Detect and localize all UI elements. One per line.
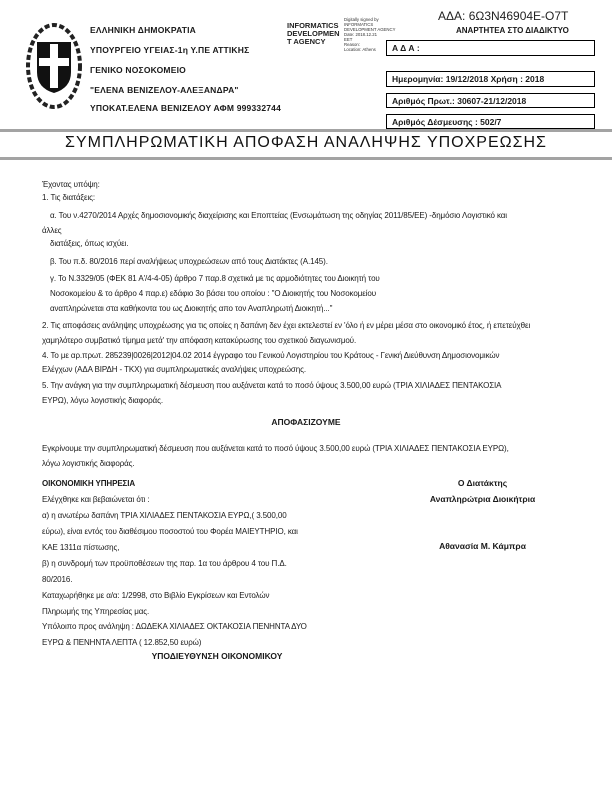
- finance-line: ΕΥΡΩ & ΠΕΝΗΝΤΑ ΛΕΠΤΑ ( 12.852,50 ευρώ): [42, 638, 202, 647]
- considering-line: διατάξεις, όπως ισχύει.: [50, 239, 129, 248]
- signatory-role: Αναπληρώτρια Διοικήτρια: [429, 494, 536, 504]
- national-emblem-icon: [24, 16, 84, 119]
- issuer-line: ΥΠΟΚΑΤ.ΕΛΕΝΑ ΒΕΝΙΖΕΛΟΥ ΑΦΜ 999332744: [90, 103, 282, 113]
- issuer-line: ΥΠΟΥΡΓΕΙΟ ΥΓΕΙΑΣ-1η Υ.ΠΕ ΑΤΤΙΚΗΣ: [90, 45, 250, 55]
- considering-line: αναπληρώνεται στα καθήκοντα του ως Διοικητής απο τον Αναπληρωτή Διοικητή...": [50, 304, 333, 313]
- protocol-box: Αριθμός Πρωτ.: 30607-21/12/2018: [386, 93, 595, 108]
- considering-line: γ. Το Ν.3329/05 (ΦΕΚ 81 Α'/4-4-05) άρθρο 7 παρ.8 σχετικά με τις αρμοδιότητες του Διοικητή του: [50, 274, 380, 283]
- publish-note: ΑΝΑΡΤΗΤΕΑ ΣΤΟ ΔΙΑΔΙΚΤΥΟ: [456, 26, 569, 35]
- finance-line: Ελέγχθηκε και βεβαιώνεται ότι :: [42, 495, 150, 504]
- finance-line: ΚΑΕ 1311α πίστωσης,: [42, 543, 120, 552]
- considering-line: Νοσοκομείου & το άρθρο 4 παρ.ε) εδάφιο 3ο βάσει του οποίου : "Ο Διοικητής του Νοσοκομείου: [50, 289, 376, 298]
- signature-stamp-detail: EET: [344, 37, 353, 42]
- signature-stamp-detail: Reason:: [344, 42, 361, 47]
- issuer-line: "ΕΛΕΝΑ ΒΕΝΙΖΕΛΟΥ-ΑΛΕΞΑΝΔΡΑ": [90, 85, 239, 95]
- finance-line: εύρω), είναι εντός του διαθέσιμου ποσοστού του Φορέα ΜΑΙΕΥΤΗΡΙΟ, και: [42, 527, 298, 536]
- divider: [0, 129, 612, 132]
- finance-line: 80/2016.: [42, 575, 73, 584]
- issuer-line: ΕΛΛΗΝΙΚΗ ΔΗΜΟΚΡΑΤΙΑ: [90, 25, 197, 35]
- considering-line: Ελέγχων (ΑΔΑ ΒΙΡΔΗ - ΤΚΧ) για συμπληρωματικές αναλήψεις υποχρεώσης.: [42, 365, 306, 374]
- finance-heading: ΟΙΚΟΝΟΜΙΚΗ ΥΠΗΡΕΣΙΑ: [42, 479, 136, 488]
- signatory-role: Ο Διατάκτης: [457, 478, 508, 488]
- decision-heading: ΑΠΟΦΑΣΙΖΟΥΜΕ: [271, 417, 341, 427]
- decision-line: Εγκρίνουμε την συμπληρωματική δέσμευση που αυξάνεται κατά το ποσό ύψους 3.500,00 ευρώ (ΤΡΙΑ ΧΙΛΙΑΔΕΣ ΠΕΝΤΑΚΟΣΙΑ ΕΥΡΩ),: [42, 444, 509, 453]
- signature-stamp-detail: Location: Athens: [344, 47, 376, 52]
- considering-line: 1. Τις διατάξεις:: [42, 193, 96, 202]
- considering-line: 5. Την ανάγκη για την συμπληρωματική δέσμευση που αυξάνεται κατά το ποσό ύψους 3.500,00 ευρώ (ΤΡΙΑ ΧΙΛΙΑΔΕΣ ΠΕΝΤΑΚΟΣΙΑ: [42, 381, 502, 390]
- considering-line: 4. Το με αρ.πρωτ. 285239|0026|2012|04.02 2014 έγγραφο του Γενικού Λογιστηρίου του Κράτους - Γενική Διεύθυνση Δημοσιονομικών: [42, 351, 500, 360]
- decision-line: λόγω λογιστικής διαφοράς.: [42, 459, 135, 468]
- page-title: ΣΥΜΠΛΗΡΩΜΑΤΙΚΗ ΑΠΟΦΑΣΗ ΑΝΑΛΗΨΗΣ ΥΠΟΧΡΕΩΣΗΣ: [65, 134, 547, 151]
- considering-line: 2. Τις αποφάσεις ανάληψης υποχρέωσης για τις οποίες η δαπάνη δεν έχει εκτελεστεί εν 'όλο ή εν μέρει μέσα στο οικονομικό έτος, ή επετεύχθει: [42, 321, 531, 330]
- finance-line: Πληρωμής της Υπηρεσίας μας.: [42, 607, 150, 616]
- divider: [0, 157, 612, 160]
- ada-box: Α Δ Α :: [386, 40, 595, 56]
- signature-stamp-detail: DEVELOPMENT AGENCY: [344, 27, 396, 32]
- considering-line: Έχοντας υπόψη:: [42, 180, 100, 189]
- date-box: Ημερομηνία: 19/12/2018 Χρήση : 2018: [386, 71, 595, 87]
- considering-line: β. Του π.δ. 80/2016 περί αναλήψεως υποχρεώσεων από τους Διατάκτες (Α.145).: [50, 257, 328, 266]
- finance-line: Καταχωρήθηκε με α/α: 1/2998, στο Βιβλίο Εγκρίσεων και Εντολών: [42, 591, 270, 600]
- signature-stamp-name: T AGENCY: [287, 37, 326, 46]
- signature-stamp-detail: Date: 2018.12.21: [344, 32, 377, 37]
- finance-line: α) η ανωτέρω δαπάνη ΤΡΙΑ ΧΙΛΙΑΔΕΣ ΠΕΝΤΑΚΟΣΙΑ ΕΥΡΩ,( 3.500,00: [42, 511, 287, 520]
- ada-number: ΑΔΑ: 6Ω3Ν46904Ε-Ο7Τ: [438, 9, 569, 23]
- finance-line: Υπόλοιπο προς ανάληψη : ΔΩΔΕΚΑ ΧΙΛΙΑΔΕΣ ΟΚΤΑΚΟΣΙΑ ΠΕΝΗΝΤΑ ΔΥΟ: [42, 622, 307, 631]
- considering-line: χαμηλότερο συμβατικό τίμημα μετά' την απόφαση κατακύρωσης του σχετικού διαγωνισμού.: [42, 336, 357, 345]
- considering-line: α. Του ν.4270/2014 Αρχές δημοσιονομικής διαχείρισης και Εποπτείας (Ενσωμάτωση της οδηγίας 2011/85/ΕΕ) -δημόσιο Λογιστικό και: [50, 211, 507, 220]
- finance-line: β) η συνδρομή των προϋποθέσεων της παρ. 1α του άρθρου 4 του Π.Δ.: [42, 559, 287, 568]
- considering-line: άλλες: [42, 226, 62, 235]
- signature-stamp-detail: INFORMATICS: [344, 22, 374, 27]
- signature-stamp-name: INFORMATICS: [287, 21, 339, 30]
- considering-line: ΕΥΡΩ), λόγω λογιστικής διαφοράς.: [42, 396, 163, 405]
- signatory-name: Αθανασία Μ. Κάμπρα: [439, 541, 526, 551]
- footer-department: ΥΠΟΔΙΕΥΘΥΝΣΗ ΟΙΚΟΝΟΜΙΚΟΥ: [151, 651, 283, 661]
- issuer-line: ΓΕΝΙΚΟ ΝΟΣΟΚΟΜΕΙΟ: [90, 65, 186, 75]
- commitment-box: Αριθμός Δέσμευσης : 502/7: [386, 114, 595, 129]
- signature-stamp-detail: Digitally signed by: [344, 17, 379, 22]
- signature-stamp-name: DEVELOPMEN: [287, 29, 340, 38]
